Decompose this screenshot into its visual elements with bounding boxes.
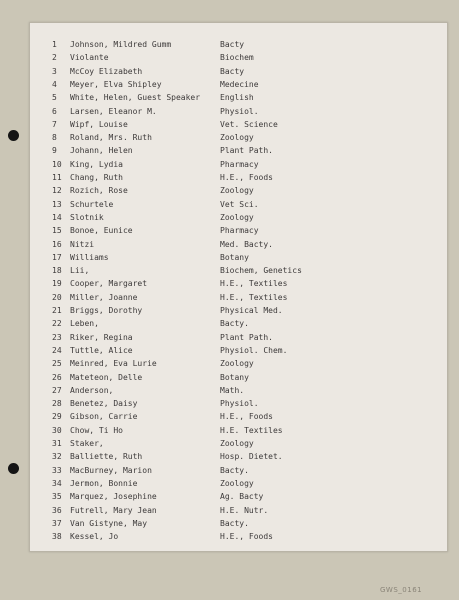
roster-number: 9 — [52, 146, 57, 156]
department: English — [220, 93, 254, 103]
person-name: Johann, Helen — [70, 146, 133, 156]
roster-row — [30, 91, 447, 104]
roster-number: 31 — [52, 439, 62, 448]
department: Math. — [220, 385, 245, 395]
roster-number: 4 — [52, 79, 57, 89]
person-name: MacBurney, Marion — [70, 465, 152, 475]
person-name: Leben, — [70, 319, 99, 329]
roster-number: 16 — [52, 239, 62, 249]
department: Vet Sci. — [220, 199, 259, 209]
department: Pharmacy — [220, 159, 259, 169]
roster-row — [30, 331, 447, 344]
roster-row — [30, 211, 447, 224]
roster-row — [30, 105, 447, 118]
person-name: Van Gistyne, May — [70, 518, 148, 528]
roster-number: 37 — [52, 518, 62, 528]
person-name: Meinred, Eva Lurie — [70, 359, 157, 369]
person-name: Chow, Ti Ho — [70, 425, 123, 435]
roster-row — [30, 51, 447, 64]
person-name: Schurtele — [70, 199, 114, 209]
department: H.E., Textiles — [220, 292, 288, 302]
person-name: White, Helen, Guest Speaker — [70, 93, 201, 103]
roster-row — [30, 504, 447, 517]
archive-mark: GWS_0161 — [380, 586, 423, 594]
person-name: Riker, Regina — [70, 332, 133, 342]
person-name: Tuttle, Alice — [70, 345, 133, 355]
person-name: Balliette, Ruth — [70, 452, 143, 462]
roster-row — [30, 357, 447, 370]
person-name: Briggs, Dorothy — [70, 306, 143, 315]
roster-number: 8 — [52, 133, 57, 143]
roster-row — [30, 530, 447, 543]
department: Bacty. — [220, 518, 249, 528]
roster-row — [30, 424, 447, 437]
department: Biochem, Genetics — [220, 266, 302, 276]
person-name: Benetez, Daisy — [70, 399, 138, 409]
person-name: Miller, Joanne — [70, 292, 138, 302]
roster-number: 33 — [52, 465, 62, 475]
roster-number: 21 — [52, 306, 62, 315]
roster-number: 20 — [52, 292, 62, 302]
roster-number: 18 — [52, 266, 62, 276]
roster-row — [30, 277, 447, 290]
person-name: Jermon, Bonnie — [70, 478, 138, 488]
roster-row — [30, 171, 447, 184]
roster-number: 34 — [52, 478, 62, 488]
department: Med. Bacty. — [220, 239, 273, 249]
roster-row — [30, 38, 447, 51]
department: Bacty. — [220, 465, 249, 475]
person-name: Rozich, Rose — [70, 186, 128, 196]
roster-row — [30, 304, 447, 317]
department: H.E. Textiles — [220, 425, 283, 435]
person-name: Larsen, Eleanor M. — [70, 106, 157, 116]
roster-row — [30, 437, 447, 450]
roster-row — [30, 384, 447, 397]
person-name: Wipf, Louise — [70, 119, 128, 129]
department: Ag. Bacty — [220, 492, 264, 502]
department: Hosp. Dietet. — [220, 452, 283, 462]
roster-row — [30, 184, 447, 197]
department: H.E. Nutr. — [220, 505, 269, 515]
roster-row — [30, 371, 447, 384]
department: Physiol. Chem. — [220, 345, 288, 355]
roster-row — [30, 317, 447, 330]
roster-number: 23 — [52, 332, 62, 342]
department: Vet. Science — [220, 119, 278, 129]
person-name: Slotnik — [70, 212, 104, 222]
roster-row — [30, 410, 447, 423]
roster-number: 30 — [52, 425, 62, 435]
person-name: Nitzi — [70, 239, 95, 249]
roster-row — [30, 131, 447, 144]
department: Biochem — [220, 53, 254, 63]
roster-number: 25 — [52, 359, 62, 369]
person-name: Williams — [70, 252, 109, 262]
person-name: Chang, Ruth — [70, 173, 123, 182]
roster-number: 29 — [52, 412, 62, 422]
person-name: Marquez, Josephine — [70, 492, 157, 502]
roster-number: 5 — [52, 93, 57, 103]
department: Plant Path. — [220, 146, 273, 156]
person-name: Bonoe, Eunice — [70, 226, 133, 236]
roster-row — [30, 238, 447, 251]
roster-number: 22 — [52, 319, 62, 329]
department: Bacty — [220, 66, 245, 76]
person-name: McCoy Elizabeth — [70, 66, 143, 76]
roster-number: 10 — [52, 159, 62, 169]
person-name: Kessel, Jo — [70, 532, 119, 542]
department: Zoology — [220, 359, 254, 369]
roster-row — [30, 477, 447, 490]
roster-row — [30, 198, 447, 211]
department: Physical Med. — [220, 306, 283, 315]
roster-number: 15 — [52, 226, 62, 236]
roster-number: 19 — [52, 279, 62, 289]
roster-row — [30, 65, 447, 78]
roster-row — [30, 118, 447, 131]
person-name: Roland, Mrs. Ruth — [70, 133, 152, 143]
roster-row — [30, 291, 447, 304]
roster-row — [30, 397, 447, 410]
department: H.E., Foods — [220, 173, 273, 182]
roster-number: 38 — [52, 532, 62, 542]
department: Medecine — [220, 79, 259, 89]
person-name: Gibson, Carrie — [70, 412, 138, 422]
department: H.E., Foods — [220, 412, 273, 422]
typed-roster-sheet — [29, 22, 448, 552]
roster-row — [30, 158, 447, 171]
roster-number: 32 — [52, 452, 62, 462]
roster-row — [30, 78, 447, 91]
roster-row — [30, 144, 447, 157]
department: H.E., Textiles — [220, 279, 288, 289]
roster-number: 24 — [52, 345, 62, 355]
roster-row — [30, 490, 447, 503]
roster-number: 13 — [52, 199, 62, 209]
department: Botany — [220, 372, 249, 382]
department: Zoology — [220, 133, 254, 143]
person-name: Cooper, Margaret — [70, 279, 148, 289]
roster-number: 28 — [52, 399, 62, 409]
department: Physiol. — [220, 106, 259, 116]
person-name: Lii, — [70, 266, 90, 276]
roster-row — [30, 251, 447, 264]
department: Bacty. — [220, 319, 249, 329]
roster-row — [30, 450, 447, 463]
department: Zoology — [220, 439, 254, 448]
roster-number: 3 — [52, 66, 57, 76]
person-name: King, Lydia — [70, 159, 123, 169]
department: Zoology — [220, 478, 254, 488]
roster-number: 12 — [52, 186, 62, 196]
department: Pharmacy — [220, 226, 259, 236]
roster-number: 27 — [52, 385, 62, 395]
person-name: Meyer, Elva Shipley — [70, 79, 162, 89]
department: H.E., Foods — [220, 532, 273, 542]
roster-number: 26 — [52, 372, 62, 382]
department: Zoology — [220, 212, 254, 222]
department: Bacty — [220, 40, 245, 49]
roster-row — [30, 264, 447, 277]
roster-number: 35 — [52, 492, 62, 502]
binder-hole-bottom — [8, 463, 19, 474]
roster-number: 6 — [52, 106, 57, 116]
roster-number: 17 — [52, 252, 62, 262]
person-name: Anderson, — [70, 385, 114, 395]
roster-number: 36 — [52, 505, 62, 515]
person-name: Staker, — [70, 439, 104, 448]
person-name: Mateteon, Delle — [70, 372, 143, 382]
binder-hole-top — [8, 130, 19, 141]
roster-number: 2 — [52, 53, 57, 63]
department: Zoology — [220, 186, 254, 196]
roster-number: 11 — [52, 173, 62, 182]
roster-number: 14 — [52, 212, 62, 222]
roster-row — [30, 224, 447, 237]
roster-number: 7 — [52, 119, 57, 129]
roster-row — [30, 464, 447, 477]
roster-number: 1 — [52, 40, 57, 49]
department: Physiol. — [220, 399, 259, 409]
roster-row — [30, 344, 447, 357]
department: Plant Path. — [220, 332, 273, 342]
person-name: Johnson, Mildred Gumm — [70, 40, 172, 49]
person-name: Futrell, Mary Jean — [70, 505, 157, 515]
roster-row — [30, 517, 447, 530]
department: Botany — [220, 252, 249, 262]
person-name: Violante — [70, 53, 109, 63]
